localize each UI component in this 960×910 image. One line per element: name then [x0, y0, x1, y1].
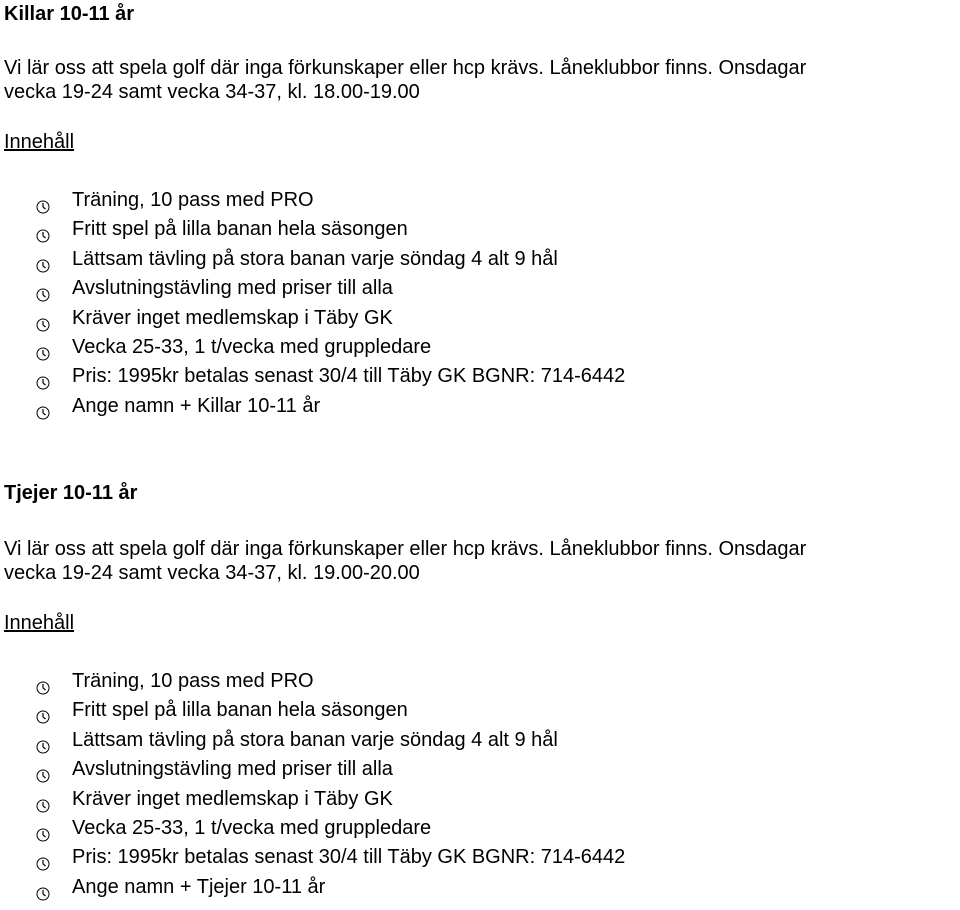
list-item — [4, 245, 956, 274]
clock-icon — [36, 370, 50, 384]
list-item-label: Avslutningstävling med priser till alla — [72, 758, 393, 781]
section-killar — [4, 2, 956, 421]
section-description-line: vecka 19-24 samt vecka 34-37, kl. 18.00-19.00 — [4, 81, 420, 103]
list-item — [4, 696, 956, 725]
list-item-label: Kräver inget medlemskap i Täby GK — [72, 306, 393, 329]
list-item — [4, 785, 956, 814]
clock-icon — [36, 675, 50, 689]
list-item-label: Träning, 10 pass med PRO — [72, 189, 314, 211]
contents-heading: Innehåll — [4, 612, 75, 634]
list-item-label: Fritt spel på lilla banan hela säsongen — [72, 218, 408, 241]
list-item — [4, 186, 956, 215]
list-item-label: Träning, 10 pass med PRO — [72, 670, 314, 692]
list-item-label: Pris: 1995kr betalas senast 30/4 till Täby GK BGNR: 714-6442 — [72, 846, 626, 869]
list-item — [4, 843, 956, 872]
clock-icon — [36, 341, 50, 355]
clock-icon — [36, 312, 50, 326]
list-item-label: Vecka 25-33, 1 t/vecka med gruppledare — [72, 816, 432, 839]
list-item-label: Kräver inget medlemskap i Täby GK — [72, 787, 393, 810]
clock-icon — [36, 763, 50, 777]
list-item-label: Lättsam tävling på stora banan varje söndag 4 alt 9 hål — [72, 728, 558, 751]
clock-icon — [36, 282, 50, 296]
list-item — [4, 215, 956, 244]
section-tjejer — [4, 481, 956, 902]
clock-icon — [36, 793, 50, 807]
clock-icon — [36, 734, 50, 748]
clock-icon — [36, 822, 50, 836]
clock-icon — [36, 704, 50, 718]
list-item — [4, 333, 956, 362]
list-item — [4, 755, 956, 784]
list-item-label: Avslutningstävling med priser till alla — [72, 277, 393, 300]
list-item — [4, 304, 956, 333]
list-item — [4, 873, 956, 902]
clock-icon — [36, 881, 50, 895]
clock-icon — [36, 851, 50, 865]
list-item-label: Pris: 1995kr betalas senast 30/4 till Täby GK BGNR: 714-6442 — [72, 365, 626, 388]
list-item-label: Ange namn + Killar 10-11 år — [72, 394, 321, 417]
list-item-label: Ange namn + Tjejer 10-11 år — [72, 875, 326, 898]
list-item — [4, 814, 956, 843]
contents-heading: Innehåll — [4, 131, 75, 153]
list-item-label: Fritt spel på lilla banan hela säsongen — [72, 699, 408, 722]
contents-list — [4, 186, 956, 421]
section-description-line: Vi lär oss att spela golf där inga förkunskaper eller hcp krävs. Låneklubbor finns. Onsdagar — [4, 538, 807, 560]
section-title: Tjejer 10-11 år — [4, 482, 138, 504]
clock-icon — [36, 194, 50, 208]
clock-icon — [36, 253, 50, 267]
contents-list — [4, 667, 956, 902]
list-item — [4, 362, 956, 391]
list-item — [4, 667, 956, 696]
clock-icon — [36, 400, 50, 414]
section-description-line: Vi lär oss att spela golf där inga förkunskaper eller hcp krävs. Låneklubbor finns. Onsdagar — [4, 57, 807, 79]
list-item — [4, 392, 956, 421]
section-title: Killar 10-11 år — [4, 3, 135, 25]
section-description-line: vecka 19-24 samt vecka 34-37, kl. 19.00-20.00 — [4, 562, 420, 584]
clock-icon — [36, 223, 50, 237]
list-item-label: Vecka 25-33, 1 t/vecka med gruppledare — [72, 335, 432, 358]
list-item — [4, 726, 956, 755]
list-item — [4, 274, 956, 303]
list-item-label: Lättsam tävling på stora banan varje söndag 4 alt 9 hål — [72, 247, 558, 270]
